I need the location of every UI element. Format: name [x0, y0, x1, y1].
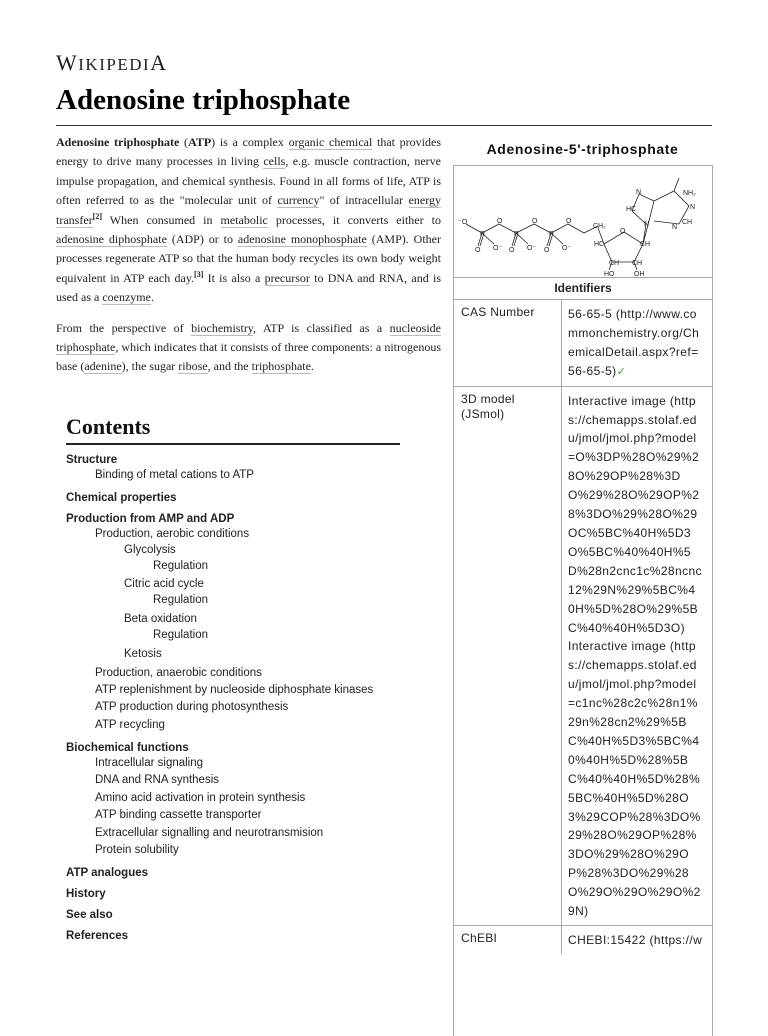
svg-text:P: P	[480, 231, 485, 238]
svg-text:HO: HO	[604, 271, 615, 277]
svg-text:N: N	[690, 204, 696, 211]
link-currency[interactable]: currency	[277, 193, 320, 208]
contents-item[interactable]: Binding of metal cations to ATP	[95, 469, 254, 481]
svg-text:O: O	[544, 247, 550, 254]
text: , e.g. muscle contraction, nerve impulse propagation, and chemical synthesis. Found in all forms of life, ATP is often referred to as the "molecular unit of	[56, 154, 441, 208]
svg-text:P: P	[549, 231, 554, 238]
text: It is also a	[203, 270, 265, 285]
link-energy-transfer[interactable]: energy transfer	[56, 193, 441, 227]
link-adenine[interactable]: adenine	[84, 359, 122, 374]
svg-text:O: O	[475, 247, 481, 254]
row-label: 3D model (JSmol)	[454, 387, 562, 925]
atp-structure-image[interactable]	[454, 166, 712, 278]
contents-item[interactable]: ATP production during photosynthesis	[95, 701, 289, 713]
contents-item[interactable]: Structure	[66, 454, 118, 466]
contents-item[interactable]: Amino acid activation in protein synthesis	[95, 792, 306, 804]
link-metabolic[interactable]: metabolic	[220, 212, 268, 227]
text: , and the	[207, 359, 252, 374]
text: , ATP is classified as a	[253, 320, 390, 335]
link-coenzyme[interactable]: coenzyme	[102, 290, 151, 305]
contents-item[interactable]: Production from AMP and ADP	[66, 513, 235, 525]
text: " of intracellular	[319, 193, 409, 208]
contents-item[interactable]: Protein solubility	[95, 844, 179, 856]
svg-text:NH₂: NH₂	[683, 190, 696, 197]
svg-text:HC: HC	[594, 241, 605, 248]
text: to DNA and RNA, and is used as a	[56, 270, 441, 305]
text: From the perspective of	[56, 320, 192, 335]
contents-item[interactable]: Chemical properties	[66, 492, 177, 504]
citation-2[interactable]: [2]	[92, 211, 102, 221]
text: (	[179, 135, 189, 149]
contents-item[interactable]: References	[66, 930, 129, 942]
infobox-row-chebi	[454, 926, 712, 954]
contents-item[interactable]: Regulation	[153, 594, 208, 606]
svg-text:P: P	[514, 231, 519, 238]
text: ) is a complex	[211, 135, 289, 149]
link-organic-chemical[interactable]: organic chemical	[288, 135, 373, 149]
text: When consumed in	[101, 212, 221, 227]
row-label: CAS Number	[454, 300, 562, 386]
svg-text:CH₂: CH₂	[593, 223, 606, 230]
page-title: Adenosine triphosphate	[56, 84, 351, 116]
contents-item[interactable]: Glycolysis	[124, 544, 176, 556]
contents-item[interactable]: Intracellular signaling	[95, 757, 204, 769]
contents-item[interactable]: See also	[66, 909, 113, 921]
svg-text:OH: OH	[634, 271, 645, 277]
svg-text:O: O	[532, 218, 538, 225]
infobox	[453, 165, 713, 1036]
text: that provides energy to drive many processes in living	[56, 135, 442, 169]
contents-item[interactable]: Regulation	[153, 629, 208, 641]
svg-text:O: O	[566, 218, 572, 225]
contents-item[interactable]: ATP binding cassette transporter	[95, 809, 262, 821]
svg-text:CH: CH	[632, 260, 643, 267]
svg-text:N: N	[672, 224, 678, 231]
svg-text:O⁻: O⁻	[527, 245, 537, 252]
link-biochemistry[interactable]: biochemistry	[191, 320, 254, 335]
svg-text:O: O	[497, 218, 503, 225]
svg-text:O: O	[509, 247, 515, 254]
text: ), the sugar	[121, 359, 179, 374]
svg-text:N: N	[644, 221, 650, 228]
contents-item[interactable]: DNA and RNA synthesis	[95, 774, 220, 786]
link-amp[interactable]: adenosine monophosphate	[237, 232, 367, 247]
link-adp[interactable]: adenosine diphosphate	[56, 232, 167, 247]
citation-3[interactable]: [3]	[194, 269, 204, 279]
contents-item[interactable]: Production, aerobic conditions	[95, 528, 250, 540]
infobox-row-3d-model	[454, 387, 712, 926]
svg-text:⁻O: ⁻O	[458, 219, 468, 226]
contents-item[interactable]: ATP replenishment by nucleoside diphosphate kinases	[95, 684, 374, 696]
contents-item[interactable]: Citric acid cycle	[124, 578, 204, 590]
checkmark-icon: ✓	[616, 365, 627, 378]
link-ribose[interactable]: ribose	[178, 359, 208, 374]
link-triphosphate[interactable]: triphosphate	[251, 359, 311, 374]
contents-item[interactable]: ATP analogues	[66, 867, 149, 879]
bold-term: Adenosine triphosphate	[56, 135, 180, 149]
svg-text:HC: HC	[626, 206, 637, 213]
text: processes, it converts either to	[267, 212, 441, 227]
infobox-row-cas	[454, 300, 712, 387]
svg-text:N: N	[636, 189, 642, 196]
contents-item[interactable]: Extracellular signalling and neurotransmision	[95, 827, 324, 839]
svg-text:CH: CH	[682, 219, 693, 226]
svg-text:O⁻: O⁻	[493, 245, 503, 252]
svg-text:O: O	[620, 228, 626, 235]
text: , which indicates that it consists of three components: a nitrogenous base (	[56, 340, 441, 374]
text: (AMP). Other processes regenerate ATP so that the human body recycles its own body weight equivalent in ATP each day.	[56, 232, 441, 285]
row-value[interactable]	[562, 300, 712, 386]
text: (ADP) or to	[166, 232, 238, 247]
identifiers-header: Identifiers	[454, 278, 712, 300]
contents-item[interactable]: Regulation	[153, 560, 208, 572]
cas-link[interactable]: 56-65-5 (http://www.co mmonchemistry.org/Ch emicalDetail.aspx?ref= 56-65-5)	[568, 307, 700, 378]
contents-item[interactable]: ATP recycling	[95, 719, 165, 731]
jsmol-links[interactable]: Interactive image (http s://chemapps.stolaf.ed u/jmol/jmol.php?model =O%3DP%28O%29%2 8O%29OP%28%3D O%29%28O%29OP%2 8%3DO%29%28O%29 OC%5BC%40H%5D3 O%5BC%40%40H%5 D%28n2cnc1c%28ncnc 12%29N%29%5BC%4 0H%5D%28O%29%5B C%40%40H%5D3O) Interactive image (http s://chemapps.stolaf.ed u/jmol/jmol.php?model =c1nc%28c2c%28n1% 29n%28cn2%29%5B C%40H%5D3%5BC%4 0%40H%5D%28%5B C%40%40H%5D%28% 5BC%40H%5D%28O 3%29COP%28%3DO% 29%28O%29OP%28% 3DO%29%28O%29O P%28%3DO%29%28 O%29O%29O%29O%2 9N)	[568, 393, 702, 919]
text: .	[150, 290, 154, 305]
infobox-caption: Adenosine-5'-triphosphate	[486, 141, 679, 157]
contents-item[interactable]: History	[66, 888, 106, 900]
row-label: ChEBI	[454, 926, 562, 954]
link-cells[interactable]: cells	[263, 154, 286, 169]
table-of-contents	[62, 0, 402, 1024]
link-precursor[interactable]: precursor	[264, 270, 310, 285]
contents-item[interactable]: Production, anaerobic conditions	[95, 667, 262, 679]
svg-text:CH: CH	[640, 241, 651, 248]
contents-item[interactable]: Biochemical functions	[66, 742, 189, 754]
chebi-link[interactable]: CHEBI:15422 (https://w	[568, 933, 703, 947]
link-nucleoside-triphosphate[interactable]: nucleoside triphosphate	[56, 320, 441, 355]
text: .	[310, 359, 314, 374]
contents-item[interactable]: Ketosis	[124, 648, 162, 660]
svg-text:O⁻: O⁻	[562, 245, 572, 252]
contents-divider	[66, 443, 400, 445]
contents-title: Contents	[66, 414, 151, 439]
svg-text:CH: CH	[609, 260, 620, 267]
wikipedia-logo[interactable]: WIKIPEDIA	[56, 50, 168, 75]
bold-term: ATP	[188, 135, 212, 149]
contents-item[interactable]: Beta oxidation	[124, 613, 197, 625]
